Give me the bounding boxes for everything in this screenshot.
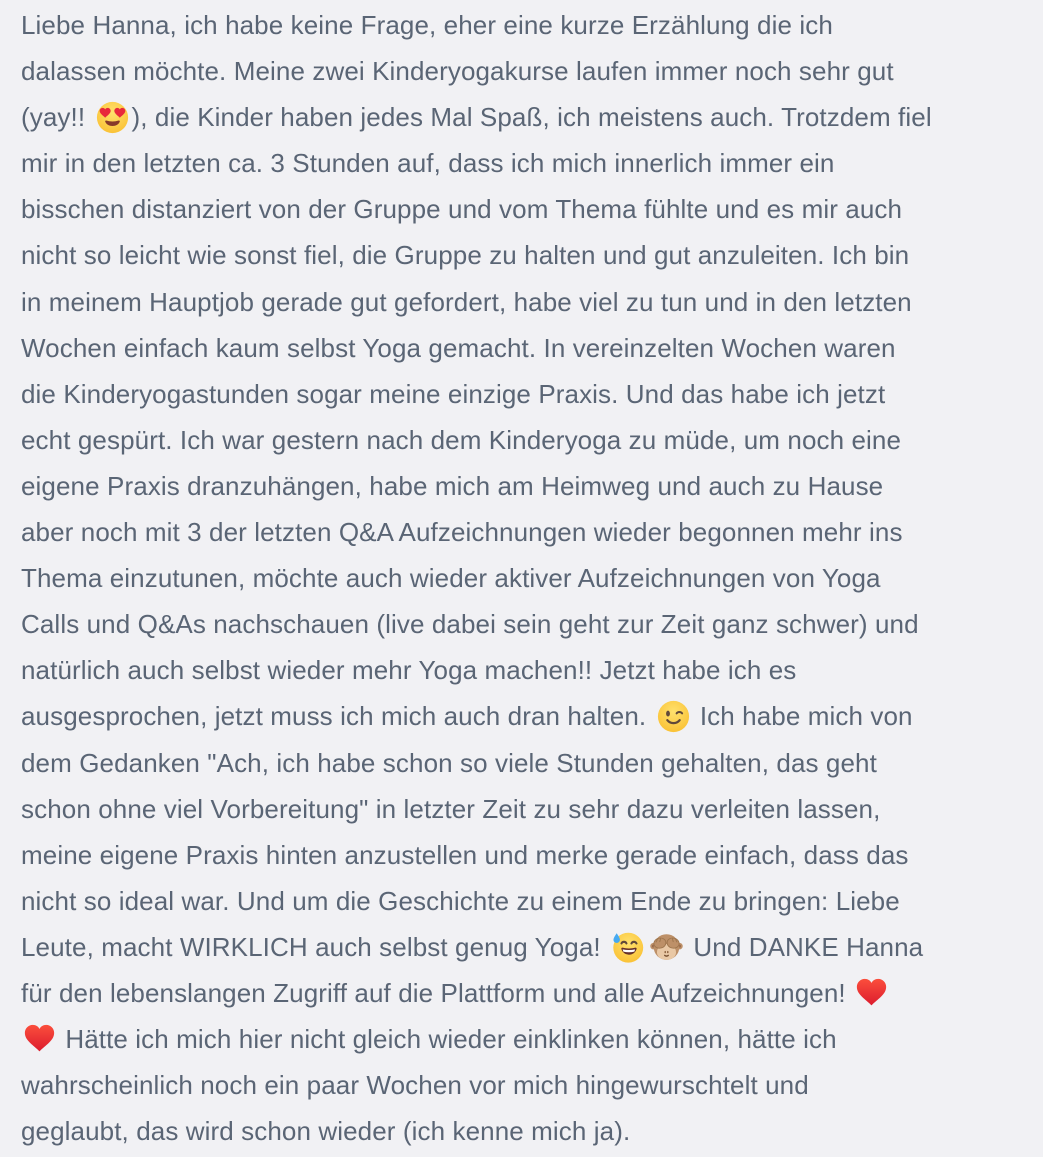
text-line xyxy=(21,232,1029,278)
text-line xyxy=(21,140,1029,186)
text-line xyxy=(21,924,1029,970)
text-run: dem Gedanken "Ach, ich habe schon so viele Stunden gehalten, das geht xyxy=(21,747,877,778)
text-run: Ich habe mich von xyxy=(692,701,913,732)
text-line xyxy=(21,417,1029,463)
text-run: meine eigene Praxis hinten anzustellen und merke gerade einfach, dass das xyxy=(21,839,909,870)
text-run: ausgesprochen, jetzt muss ich mich auch dran halten. xyxy=(21,701,654,732)
text-line xyxy=(21,186,1029,232)
text-line xyxy=(21,509,1029,555)
red-heart-emoji xyxy=(856,977,887,1023)
text-run: (yay!! xyxy=(21,102,93,133)
text-run: echt gespürt. Ich war gestern nach dem Kinderyoga zu müde, um noch eine xyxy=(21,424,902,455)
text-run: Wochen einfach kaum selbst Yoga gemacht. In vereinzelten Wochen waren xyxy=(21,332,896,363)
text-line xyxy=(21,371,1029,417)
text-run: ), die Kinder haben jedes Mal Spaß, ich meistens auch. Trotzdem fiel xyxy=(131,102,932,133)
text-run: in meinem Hauptjob gerade gut gefordert, habe viel zu tun und in den letzten xyxy=(21,286,912,317)
text-run: für den lebenslangen Zugriff auf die Plattform und alle Aufzeichnungen! xyxy=(21,977,854,1008)
text-run: nicht so ideal war. Und um die Geschichte zu einem Ende zu bringen: Liebe xyxy=(21,885,900,916)
text-line xyxy=(21,48,1029,94)
text-line xyxy=(21,647,1029,693)
message-text-block xyxy=(21,2,1029,1154)
text-run: bisschen distanziert von der Gruppe und vom Thema fühlte und es mir auch xyxy=(21,194,903,225)
text-line xyxy=(21,1108,1029,1154)
text-run: Hätte ich mich hier nicht gleich wieder einklinken können, hätte ich xyxy=(58,1024,837,1055)
text-line xyxy=(21,832,1029,878)
text-run: die Kinderyogastunden sogar meine einzige Praxis. Und das habe ich jetzt xyxy=(21,378,886,409)
text-line xyxy=(21,693,1029,739)
text-line xyxy=(21,1062,1029,1108)
text-run: Und DANKE Hanna xyxy=(686,931,924,962)
text-run: aber noch mit 3 der letzten Q&A Aufzeichnungen wieder begonnen mehr ins xyxy=(21,517,903,548)
text-line xyxy=(21,878,1029,924)
text-run: nicht so leicht wie sonst fiel, die Gruppe zu halten und gut anzuleiten. Ich bin xyxy=(21,240,910,271)
text-line xyxy=(21,2,1029,48)
text-line xyxy=(21,94,1029,140)
text-run: Thema einzutunen, möchte auch wieder aktiver Aufzeichnungen von Yoga xyxy=(21,563,881,594)
text-line xyxy=(21,740,1029,786)
text-line xyxy=(21,325,1029,371)
text-run: mir in den letzten ca. 3 Stunden auf, dass ich mich innerlich immer ein xyxy=(21,148,835,179)
text-line xyxy=(21,463,1029,509)
text-line xyxy=(21,786,1029,832)
text-run: wahrscheinlich noch ein paar Wochen vor mich hingewurschtelt und xyxy=(21,1070,809,1101)
text-run: natürlich auch selbst wieder mehr Yoga machen!! Jetzt habe ich es xyxy=(21,655,797,686)
text-run: Liebe Hanna, ich habe keine Frage, eher eine kurze Erzählung die ich xyxy=(21,10,833,40)
text-run: dalassen möchte. Meine zwei Kinderyogakurse laufen immer noch sehr gut xyxy=(21,56,894,87)
text-line xyxy=(21,601,1029,647)
text-run: eigene Praxis dranzuhängen, habe mich am Heimweg und auch zu Hause xyxy=(21,470,884,501)
text-line xyxy=(21,555,1029,601)
text-run: Calls und Q&As nachschauen (live dabei sein geht zur Zeit ganz schwer) und xyxy=(21,609,919,640)
text-run: schon ohne viel Vorbereitung" in letzter Zeit zu sehr dazu verleiten lassen, xyxy=(21,793,881,824)
text-run: Leute, macht WIRKLICH auch selbst genug Yoga! xyxy=(21,931,609,962)
text-line xyxy=(21,970,1029,1016)
text-line xyxy=(21,279,1029,325)
text-run: geglaubt, das wird schon wieder (ich kenne mich ja). xyxy=(21,1116,631,1147)
